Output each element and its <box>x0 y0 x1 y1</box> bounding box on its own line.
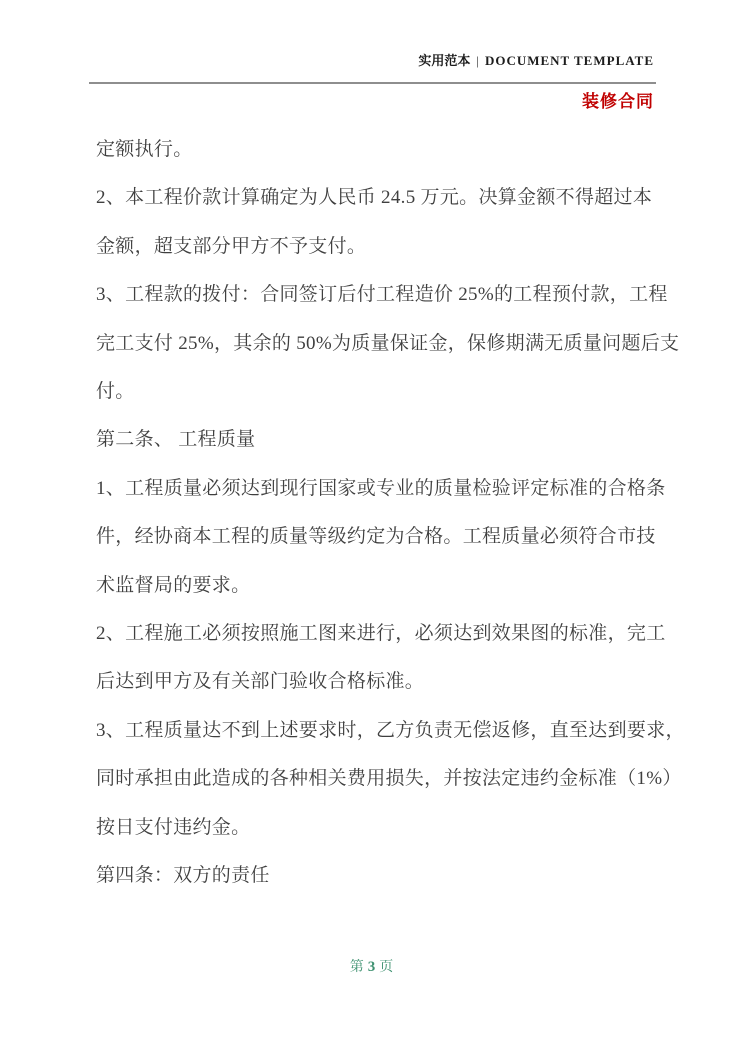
body-line: 件，经协商本工程的质量等级约定为合格。工程质量必须符合市技 <box>96 526 656 548</box>
page-footer <box>0 956 744 976</box>
body-line: 术监督局的要求。 <box>96 574 251 596</box>
body-line: 3、工程款的拨付：合同签订后付工程造价 25%的工程预付款，工程 <box>96 284 668 306</box>
body-line: 第二条、 工程质量 <box>96 429 256 451</box>
header-brand-cn: 实用范本 <box>418 53 471 68</box>
body-line: 完工支付 25%，其余的 50%为质量保证金，保修期满无质量问题后支 <box>96 332 680 354</box>
header-separator: | <box>476 53 479 68</box>
footer-page-prefix: 第 <box>349 960 365 975</box>
body-line: 同时承担由此造成的各种相关费用损失，并按法定违约金标准（1%） <box>96 768 682 790</box>
header-divider-line <box>89 82 656 84</box>
body-line: 定额执行。 <box>96 139 193 160</box>
body-line: 1、工程质量必须达到现行国家或专业的质量检验评定标准的合格条 <box>96 477 666 499</box>
document-title: 装修合同 <box>582 92 654 111</box>
body-line: 第四条：双方的责任 <box>96 865 270 887</box>
body-line: 3、工程质量达不到上述要求时，乙方负责无偿返修，直至达到要求， <box>96 719 685 741</box>
body-line: 付。 <box>96 381 135 403</box>
body-line: 后达到甲方及有关部门验收合格标准。 <box>96 671 425 693</box>
body-line: 按日支付违约金。 <box>96 816 251 838</box>
body-line: 2、本工程价款计算确定为人民币 24.5 万元。决算金额不得超过本 <box>96 187 653 209</box>
document-body <box>96 126 685 901</box>
header-brand-en: DOCUMENT TEMPLATE <box>484 53 654 68</box>
body-line: 2、工程施工必须按照施工图来进行，必须达到效果图的标准，完工 <box>96 623 666 645</box>
body-line: 金额，超支部分甲方不予支付。 <box>96 235 367 257</box>
footer-page-suffix: 页 <box>379 960 395 975</box>
header-brand-line <box>418 50 654 69</box>
footer-page-number: 3 <box>367 959 377 975</box>
